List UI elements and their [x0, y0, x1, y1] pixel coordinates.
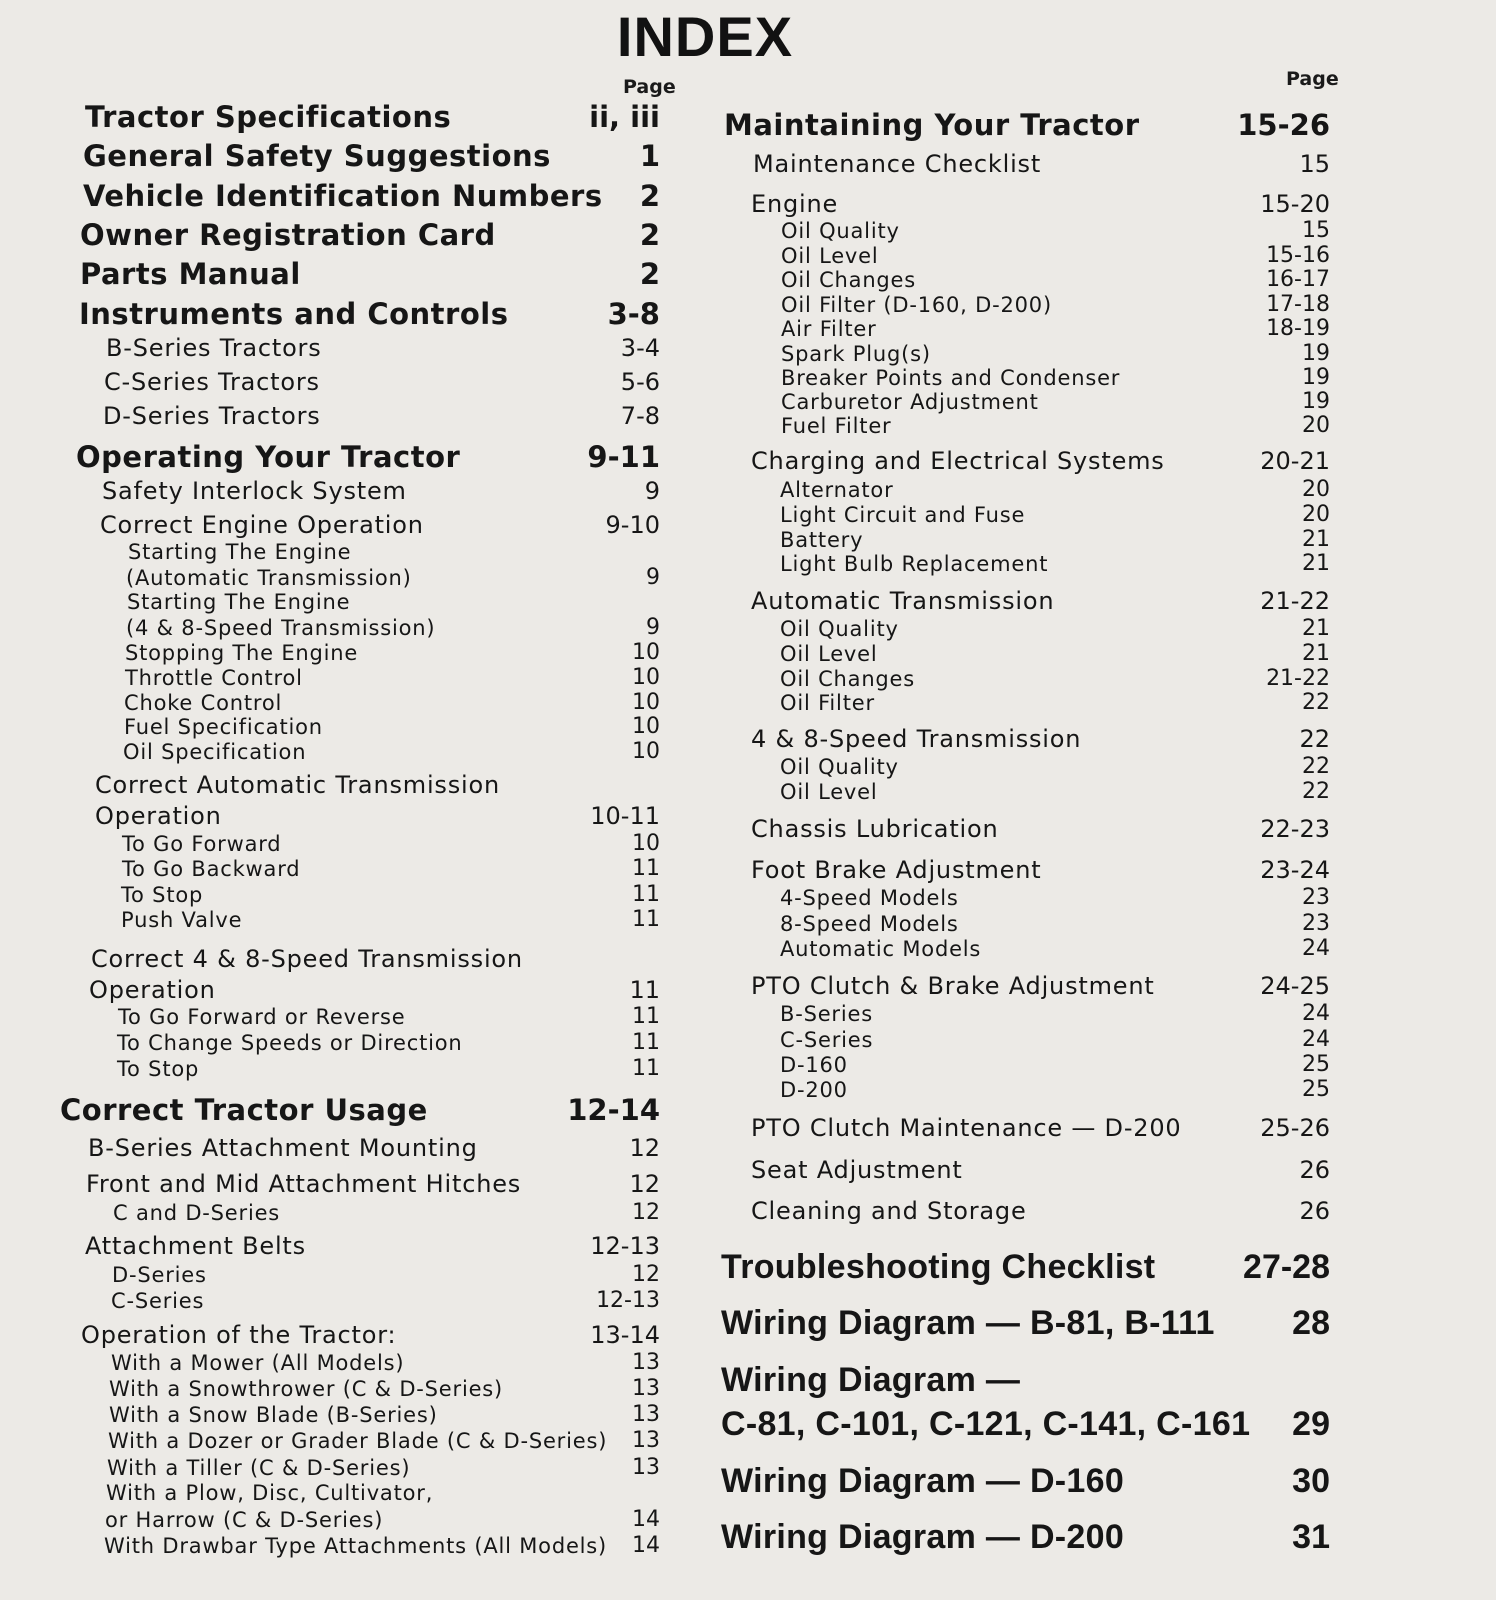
entry-page-number: 12-13	[596, 1288, 660, 1313]
index-entry-4-8-speed-transmission	[751, 725, 1330, 753]
entry-label: D-160	[780, 1053, 848, 1077]
entry-label: Foot Brake Adjustment	[751, 856, 1042, 884]
entry-label: Oil Level	[780, 642, 878, 666]
index-entry-breaker-points-and-condenser	[781, 365, 1330, 390]
index-entry-pto-clutch-maintenance-d-200	[751, 1114, 1330, 1142]
entry-label: Oil Level	[780, 780, 878, 804]
entry-page-number: 13-14	[590, 1321, 660, 1349]
entry-label: Oil Quality	[780, 617, 899, 641]
entry-label: To Stop	[121, 883, 204, 907]
entry-label: Attachment Belts	[85, 1232, 306, 1260]
entry-page-number: 15-16	[1266, 243, 1330, 268]
entry-page-number: ii, iii	[589, 100, 660, 134]
entry-page-number: 14	[632, 1533, 660, 1558]
entry-page-number: 23	[1302, 911, 1330, 936]
entry-page-number: 17-18	[1266, 292, 1330, 317]
index-entry-chassis-lubrication	[751, 815, 1330, 843]
entry-label: Safety Interlock System	[102, 477, 407, 505]
entry-page-number: 13	[632, 1428, 660, 1453]
index-entry-maintenance-checklist	[753, 150, 1330, 178]
entry-label: C and D-Series	[113, 1201, 281, 1225]
index-entry-oil-level	[780, 641, 1330, 666]
index-entry-c-81-c-101-c-121-c-141-c-161	[721, 1405, 1330, 1444]
index-entry-air-filter	[781, 316, 1330, 341]
entry-label: Oil Specification	[123, 740, 307, 764]
entry-label: Alternator	[780, 478, 894, 502]
entry-label: With a Plow, Disc, Cultivator,	[106, 1481, 434, 1505]
index-entry-automatic-models	[780, 936, 1330, 961]
index-entry-oil-filter-d-160-d-200	[781, 292, 1330, 317]
entry-label: Engine	[751, 190, 839, 218]
entry-label: Correct Automatic Transmission	[95, 771, 500, 799]
entry-label: B-Series Attachment Mounting	[88, 1134, 478, 1162]
entry-page-number: 25-26	[1260, 1114, 1330, 1142]
entry-label: B-Series Tractors	[106, 334, 322, 362]
index-entry-maintaining-your-tractor	[724, 108, 1330, 142]
entry-label: Battery	[780, 528, 864, 552]
entry-page-number: 26	[1299, 1156, 1330, 1184]
entry-label: Correct Engine Operation	[100, 511, 424, 539]
index-entry-4-speed-models	[780, 885, 1330, 910]
entry-page-number: 1	[639, 139, 660, 173]
entry-label: Light Circuit and Fuse	[780, 503, 1026, 527]
entry-page-number: 10	[632, 690, 660, 715]
entry-label: With a Mower (All Models)	[111, 1351, 405, 1375]
index-entry-fuel-filter	[781, 413, 1330, 438]
entry-label: Cleaning and Storage	[751, 1197, 1027, 1225]
entry-page-number: 9	[644, 477, 660, 505]
index-entry-oil-changes	[781, 267, 1330, 292]
entry-page-number: 13	[632, 1455, 660, 1480]
entry-label: Operation	[95, 802, 222, 830]
entry-label: Seat Adjustment	[751, 1156, 963, 1184]
index-entry-wiring-diagram	[721, 1361, 1330, 1400]
entry-page-number: 2	[639, 179, 660, 213]
index-entry-battery	[780, 527, 1330, 552]
entry-page-number: 23-24	[1260, 856, 1330, 884]
entry-label: Vehicle Identification Numbers	[83, 179, 603, 213]
entry-label: Operation of the Tractor:	[81, 1321, 397, 1349]
index-entry-b-series	[780, 1001, 1330, 1026]
entry-label: Carburetor Adjustment	[781, 390, 1039, 414]
index-entry-automatic-transmission	[751, 587, 1330, 615]
page-title: INDEX	[616, 5, 794, 68]
entry-page-number: 29	[1292, 1405, 1330, 1443]
entry-page-number: 21	[1302, 616, 1330, 641]
entry-page-number: 12-14	[567, 1093, 660, 1127]
entry-page-number: 9-10	[605, 511, 660, 539]
entry-page-number: 31	[1292, 1518, 1330, 1556]
entry-label: With Drawbar Type Attachments (All Models)	[104, 1534, 608, 1558]
entry-page-number: 2	[639, 257, 660, 291]
entry-label: Fuel Specification	[124, 715, 323, 739]
entry-label: Throttle Control	[125, 666, 303, 690]
entry-label: Oil Changes	[780, 667, 916, 691]
entry-page-number: 9	[646, 615, 660, 640]
index-entry-light-bulb-replacement	[780, 551, 1330, 576]
entry-page-number: 9	[646, 565, 660, 590]
entry-label: PTO Clutch Maintenance — D-200	[751, 1114, 1182, 1142]
entry-page-number: 11	[632, 1004, 660, 1029]
entry-page-number: 11	[632, 1030, 660, 1055]
entry-label: Wiring Diagram —	[721, 1361, 1021, 1399]
index-entry-wiring-diagram-d-200	[721, 1518, 1330, 1557]
entry-label: 4-Speed Models	[780, 886, 959, 910]
index-entry-wiring-diagram-d-160	[721, 1462, 1330, 1501]
index-entry-oil-quality	[780, 754, 1330, 779]
entry-page-number: 11	[632, 1056, 660, 1081]
entry-page-number: 22-23	[1260, 815, 1330, 843]
entry-page-number: 18-19	[1266, 316, 1330, 341]
entry-label: To Go Forward or Reverse	[118, 1005, 406, 1029]
entry-page-number: 24	[1302, 1027, 1330, 1052]
entry-label: D-Series	[112, 1263, 207, 1287]
entry-label: D-Series Tractors	[103, 402, 321, 430]
entry-label: Instruments and Controls	[79, 297, 509, 331]
entry-label: Wiring Diagram — B-81, B-111	[721, 1304, 1215, 1342]
entry-label: Spark Plug(s)	[781, 342, 931, 366]
index-entry-carburetor-adjustment	[781, 389, 1330, 414]
entry-label: PTO Clutch & Brake Adjustment	[751, 972, 1155, 1000]
entry-label: (Automatic Transmission)	[126, 566, 412, 590]
entry-page-number: 13	[632, 1350, 660, 1375]
entry-label: Parts Manual	[80, 257, 301, 291]
entry-label: Starting The Engine	[128, 540, 352, 564]
entry-page-number: 12	[632, 1262, 660, 1287]
entry-page-number: 2	[639, 218, 660, 252]
entry-label: Correct 4 & 8-Speed Transmission	[91, 945, 523, 973]
entry-page-number: 15-26	[1237, 108, 1330, 142]
entry-label: Oil Changes	[781, 268, 917, 292]
entry-page-number: 7-8	[620, 402, 660, 430]
entry-label: With a Tiller (C & D-Series)	[107, 1456, 411, 1480]
entry-page-number: 20	[1302, 413, 1330, 438]
entry-label: General Safety Suggestions	[83, 139, 551, 173]
entry-page-number: 30	[1292, 1462, 1330, 1500]
entry-label: C-Series	[780, 1028, 874, 1052]
entry-page-number: 11	[632, 907, 660, 932]
entry-label: Automatic Models	[780, 937, 982, 961]
entry-label: Light Bulb Replacement	[780, 552, 1049, 576]
index-entry-c-series	[780, 1027, 1330, 1052]
index-entry-wiring-diagram-b-81-b-111	[721, 1304, 1330, 1343]
entry-label: Front and Mid Attachment Hitches	[86, 1170, 522, 1198]
entry-label: Starting The Engine	[127, 590, 351, 614]
entry-label: Fuel Filter	[781, 414, 892, 438]
index-entry-oil-filter	[780, 690, 1330, 715]
entry-page-number: 11	[632, 882, 660, 907]
entry-label: Maintaining Your Tractor	[724, 108, 1140, 142]
entry-label: Operation	[89, 976, 216, 1004]
entry-page-number: 21	[1302, 527, 1330, 552]
entry-label: Troubleshooting Checklist	[721, 1248, 1156, 1286]
entry-page-number: 9-11	[587, 440, 660, 474]
page-column-header-left: Page	[623, 76, 676, 98]
entry-page-number: 19	[1302, 365, 1330, 390]
entry-page-number: 11	[632, 856, 660, 881]
index-entry-oil-quality	[780, 616, 1330, 641]
entry-page-number: 21-22	[1266, 666, 1330, 691]
entry-page-number: 27-28	[1243, 1248, 1330, 1286]
entry-label: Correct Tractor Usage	[60, 1093, 428, 1127]
index-entry-oil-level	[781, 243, 1330, 268]
entry-label: Oil Level	[781, 244, 879, 268]
entry-label: Chassis Lubrication	[751, 815, 999, 843]
entry-page-number: 28	[1292, 1304, 1330, 1342]
entry-label: Maintenance Checklist	[753, 150, 1042, 178]
entry-label: Automatic Transmission	[751, 587, 1055, 615]
page-column-header-right: Page	[1286, 68, 1339, 90]
entry-page-number: 24	[1302, 1001, 1330, 1026]
entry-label: Oil Filter (D-160, D-200)	[781, 293, 1052, 317]
entry-page-number: 16-17	[1266, 267, 1330, 292]
entry-label: 4 & 8-Speed Transmission	[751, 725, 1082, 753]
entry-page-number: 13	[632, 1376, 660, 1401]
entry-page-number: 22	[1302, 779, 1330, 804]
entry-label: To Stop	[117, 1057, 200, 1081]
index-entry-seat-adjustment	[751, 1156, 1330, 1184]
entry-label: Oil Quality	[780, 755, 899, 779]
index-entry-troubleshooting-checklist	[721, 1248, 1330, 1287]
index-entry-pto-clutch-brake-adjustment	[751, 972, 1330, 1000]
entry-page-number: 22	[1299, 725, 1330, 753]
entry-page-number: 12	[629, 1134, 660, 1162]
entry-label: Oil Filter	[780, 691, 875, 715]
entry-label: To Change Speeds or Direction	[117, 1031, 463, 1055]
index-entry-charging-and-electrical-systems	[751, 447, 1330, 475]
entry-label: Owner Registration Card	[80, 218, 496, 252]
entry-page-number: 19	[1302, 341, 1330, 366]
entry-label: Tractor Specifications	[85, 100, 452, 134]
entry-page-number: 25	[1302, 1052, 1330, 1077]
index-entry-alternator	[780, 477, 1330, 502]
entry-page-number: 13	[632, 1402, 660, 1427]
entry-page-number: 24	[1302, 936, 1330, 961]
index-entry-engine	[751, 190, 1330, 218]
entry-page-number: 22	[1302, 754, 1330, 779]
entry-label: 8-Speed Models	[780, 912, 959, 936]
entry-label: With a Snow Blade (B-Series)	[109, 1403, 438, 1427]
entry-page-number: 15	[1299, 150, 1330, 178]
entry-label: To Go Forward	[122, 832, 282, 856]
entry-label: Wiring Diagram — D-200	[721, 1518, 1125, 1556]
entry-page-number: 21	[1302, 551, 1330, 576]
entry-label: With a Dozer or Grader Blade (C & D-Series)	[108, 1429, 608, 1453]
index-entry-oil-level	[780, 779, 1330, 804]
entry-page-number: 19	[1302, 389, 1330, 414]
entry-label: With a Snowthrower (C & D-Series)	[109, 1377, 504, 1401]
entry-page-number: 24-25	[1260, 972, 1330, 1000]
entry-label: Wiring Diagram — D-160	[721, 1462, 1125, 1500]
entry-page-number: 21-22	[1260, 587, 1330, 615]
entry-page-number: 5-6	[620, 368, 660, 396]
entry-label: or Harrow (C & D-Series)	[105, 1508, 384, 1532]
entry-page-number: 11	[629, 976, 660, 1004]
entry-page-number: 14	[632, 1507, 660, 1532]
entry-page-number: 23	[1302, 885, 1330, 910]
index-entry-light-circuit-and-fuse	[780, 502, 1330, 527]
index-entry-oil-quality	[781, 218, 1330, 243]
index-entry-d-160	[780, 1052, 1330, 1077]
entry-page-number: 25	[1302, 1077, 1330, 1102]
index-entry-8-speed-models	[780, 911, 1330, 936]
entry-page-number: 22	[1302, 690, 1330, 715]
entry-page-number: 10	[632, 831, 660, 856]
entry-page-number: 3-8	[607, 297, 660, 331]
index-entry-foot-brake-adjustment	[751, 856, 1330, 884]
entry-label: C-81, C-101, C-121, C-141, C-161	[721, 1405, 1251, 1443]
entry-label: Choke Control	[124, 691, 283, 715]
entry-page-number: 10	[632, 665, 660, 690]
entry-page-number: 12	[629, 1170, 660, 1198]
entry-page-number: 10	[632, 739, 660, 764]
entry-page-number: 26	[1299, 1197, 1330, 1225]
index-entry-cleaning-and-storage	[751, 1197, 1330, 1225]
entry-page-number: 3-4	[620, 334, 660, 362]
entry-page-number: 10	[632, 714, 660, 739]
index-entry-spark-plug-s	[781, 341, 1330, 366]
index-entry-d-200	[780, 1077, 1330, 1102]
entry-label: Stopping The Engine	[125, 641, 359, 665]
entry-label: Oil Quality	[781, 219, 900, 243]
entry-page-number: 20	[1302, 477, 1330, 502]
entry-page-number: 10	[632, 640, 660, 665]
entry-page-number: 21	[1302, 641, 1330, 666]
entry-label: C-Series Tractors	[104, 368, 320, 396]
entry-label: Charging and Electrical Systems	[751, 447, 1165, 475]
entry-page-number: 20-21	[1260, 447, 1330, 475]
entry-label: (4 & 8-Speed Transmission)	[126, 616, 436, 640]
entry-page-number: 12-13	[590, 1232, 660, 1260]
entry-page-number: 15-20	[1260, 190, 1330, 218]
entry-page-number: 12	[632, 1200, 660, 1225]
entry-label: Operating Your Tractor	[76, 440, 461, 474]
entry-page-number: 20	[1302, 502, 1330, 527]
entry-label: Air Filter	[781, 317, 877, 341]
entry-label: Push Valve	[121, 908, 243, 932]
entry-page-number: 15	[1302, 218, 1330, 243]
entry-label: B-Series	[780, 1002, 873, 1026]
entry-label: To Go Backward	[122, 857, 301, 881]
entry-page-number: 10-11	[590, 802, 660, 830]
entry-label: Breaker Points and Condenser	[781, 366, 1121, 390]
index-entry-oil-changes	[780, 666, 1330, 691]
entry-label: D-200	[780, 1078, 848, 1102]
entry-label: C-Series	[111, 1289, 205, 1313]
